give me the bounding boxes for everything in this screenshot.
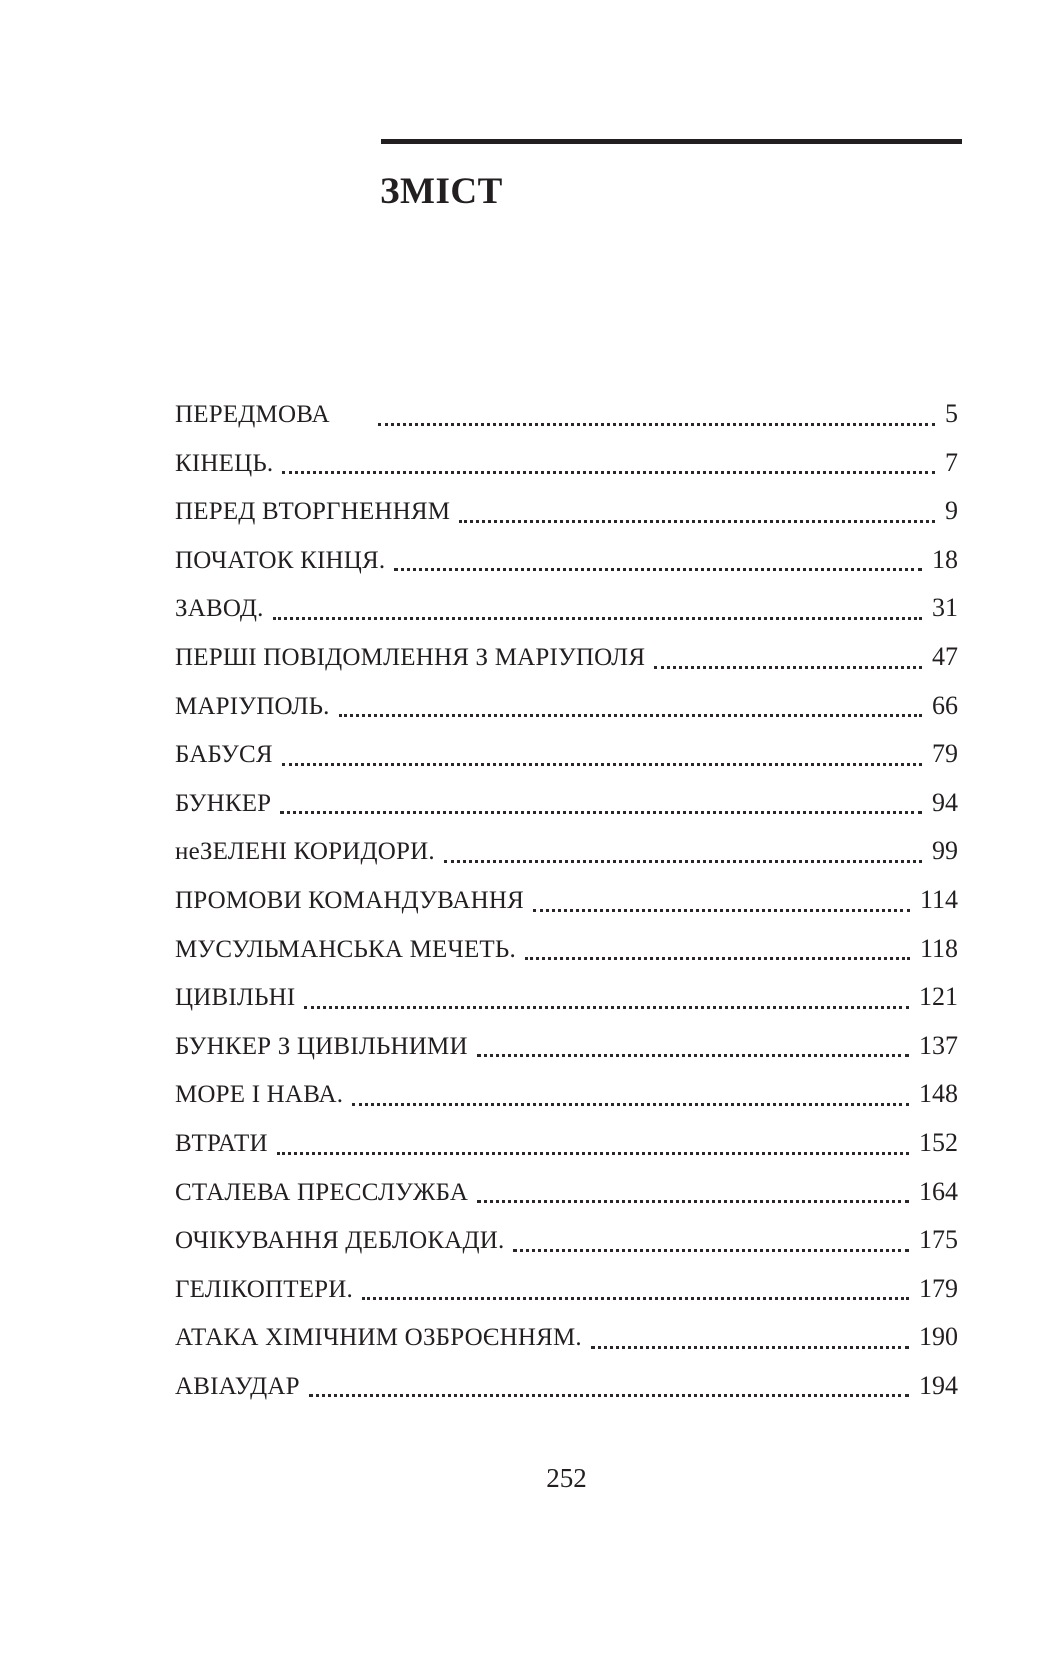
dot-leader — [654, 666, 922, 669]
toc-entry-page: 18 — [932, 544, 958, 574]
toc-entry-page: 118 — [919, 933, 958, 963]
toc-entry-label: ПЕРЕД ВТОРГНЕННЯМ — [175, 498, 451, 526]
toc-entry-label: БАБУСЯ — [175, 741, 273, 769]
dot-leader — [444, 860, 922, 863]
toc-entry-page: 31 — [932, 593, 958, 623]
dot-leader — [352, 1103, 909, 1106]
toc-entry — [175, 1070, 958, 1119]
dot-leader — [378, 423, 935, 426]
dot-leader — [282, 763, 922, 766]
toc-entry-page: 47 — [932, 641, 958, 671]
toc-entry-page: 175 — [919, 1225, 958, 1255]
toc-entry — [175, 827, 958, 876]
toc-entry — [175, 439, 958, 488]
toc-entry-page: 121 — [919, 982, 958, 1012]
toc-entry — [175, 1168, 958, 1217]
toc-entry-page: 99 — [932, 836, 958, 866]
toc-entry-label: ГЕЛІКОПТЕРИ. — [175, 1275, 353, 1303]
toc-entry — [175, 536, 958, 585]
toc-entry-page: 7 — [945, 447, 958, 477]
toc-entry — [175, 633, 958, 682]
page-number: 252 — [546, 1463, 587, 1493]
toc-entry-label: ПОЧАТОК КІНЦЯ. — [175, 546, 386, 574]
dot-leader — [304, 1006, 909, 1009]
toc-entry — [175, 1022, 958, 1071]
toc-entry-page: 66 — [932, 690, 958, 720]
toc-entry-label: МОРЕ І НАВА. — [175, 1081, 344, 1109]
toc-entry-page: 148 — [919, 1079, 958, 1109]
toc-entry-label: неЗЕЛЕНІ КОРИДОРИ. — [175, 838, 435, 866]
toc-entry-label: ВТРАТИ — [175, 1129, 268, 1157]
dot-leader — [459, 520, 935, 523]
toc-entry-page: 114 — [919, 884, 958, 914]
toc-entry-label: СТАЛЕВА ПРЕССЛУЖБА — [175, 1178, 469, 1206]
dot-leader — [477, 1200, 909, 1203]
header-rule — [381, 139, 962, 144]
toc-entry-label: ЗАВОД. — [175, 595, 264, 623]
toc-entry — [175, 390, 958, 439]
toc-entry — [175, 487, 958, 536]
toc-entry — [175, 1362, 958, 1411]
toc-entry — [175, 682, 958, 731]
toc-entry-page: 190 — [919, 1322, 958, 1352]
toc-entry — [175, 1313, 958, 1362]
toc-entry — [175, 925, 958, 974]
toc-entry-label: МУСУЛЬМАНСЬКА МЕЧЕТЬ. — [175, 935, 516, 963]
toc-entry — [175, 779, 958, 828]
dot-leader — [477, 1054, 909, 1057]
toc-entry-page: 137 — [919, 1030, 958, 1060]
toc-entry-page: 9 — [945, 496, 958, 526]
dot-leader — [533, 909, 910, 912]
toc-entries — [175, 390, 958, 1410]
toc-entry-label: АТАКА ХІМІЧНИМ ОЗБРОЄННЯМ. — [175, 1324, 582, 1352]
dot-leader — [273, 617, 922, 620]
toc-entry-label: БУНКЕР — [175, 789, 272, 817]
dot-leader — [280, 811, 922, 814]
toc-entry-page: 79 — [932, 739, 958, 769]
toc-entry-page: 5 — [945, 399, 958, 428]
toc-entry — [175, 730, 958, 779]
toc-entry — [175, 876, 958, 925]
toc-entry-page: 164 — [919, 1176, 958, 1206]
dot-leader — [513, 1249, 909, 1252]
toc-entry — [175, 973, 958, 1022]
toc-entry-label: АВІАУДАР — [175, 1372, 300, 1400]
toc-entry-page: 194 — [919, 1370, 958, 1400]
dot-leader — [394, 568, 922, 571]
dot-leader — [591, 1346, 909, 1349]
dot-leader — [309, 1394, 909, 1397]
toc-entry-label: ПЕРЕДМОВА — [175, 401, 330, 428]
toc-entry-label: ЦИВІЛЬНІ — [175, 984, 296, 1012]
toc-entry-page: 179 — [919, 1273, 958, 1303]
toc-entry — [175, 1216, 958, 1265]
toc-entry-label: ПРОМОВИ КОМАНДУВАННЯ — [175, 886, 525, 914]
toc-entry-label: ОЧІКУВАННЯ ДЕБЛОКАДИ. — [175, 1227, 505, 1255]
dot-leader — [339, 714, 922, 717]
page-title: ЗМІСТ — [380, 171, 503, 212]
toc-entry-label: КІНЕЦЬ. — [175, 449, 274, 477]
dot-leader — [525, 957, 910, 960]
toc-entry-page: 152 — [919, 1127, 958, 1157]
dot-leader — [362, 1297, 909, 1300]
toc-entry — [175, 584, 958, 633]
dot-leader — [282, 471, 935, 474]
toc-entry-page: 94 — [932, 787, 958, 817]
toc-entry-label: БУНКЕР З ЦИВІЛЬНИМИ — [175, 1032, 468, 1060]
dot-leader — [277, 1152, 909, 1155]
toc-entry — [175, 1119, 958, 1168]
toc-entry-label: ПЕРШІ ПОВІДОМЛЕННЯ З МАРІУПОЛЯ — [175, 643, 646, 671]
toc-entry — [175, 1265, 958, 1314]
toc-entry-label: МАРІУПОЛЬ. — [175, 692, 330, 720]
